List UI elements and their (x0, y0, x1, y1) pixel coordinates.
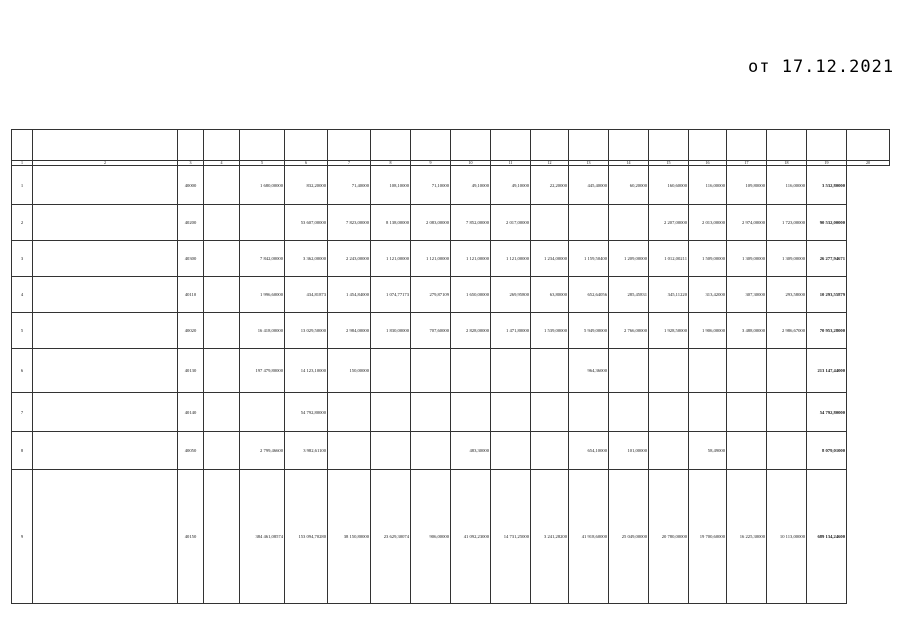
code-cell: 40130 (178, 349, 204, 393)
amount-cell: 49,10000 (451, 166, 491, 205)
amount-cell: 1 209,00000 (609, 241, 649, 277)
amount-cell: 153 094,70280 (285, 470, 328, 604)
amount-cell: 1 539,00000 (531, 313, 569, 349)
total-cell: 10 293,55879 (807, 277, 847, 313)
appendix-line (703, 79, 883, 86)
amount-cell (767, 432, 807, 470)
amount-cell: 3 362,00000 (285, 241, 328, 277)
column-header (451, 130, 491, 161)
table-row (12, 432, 890, 470)
amount-cell (727, 349, 767, 393)
code-cell: 40110 (178, 277, 204, 313)
amount-cell: 1 159,50400 (569, 241, 609, 277)
amount-cell (531, 349, 569, 393)
amount-cell (411, 393, 451, 432)
amount-cell: 108,10000 (371, 166, 411, 205)
row-number: 5 (12, 313, 33, 349)
subsidy-name (33, 277, 178, 313)
amount-cell (689, 393, 727, 432)
amount-cell (727, 432, 767, 470)
amount-cell: 1 121,00000 (411, 241, 451, 277)
amount-cell (649, 349, 689, 393)
code-cell: 40020 (178, 313, 204, 349)
ministry-cell (204, 205, 240, 241)
total-cell: 689 134,24600 (807, 470, 847, 604)
subsidy-name (33, 166, 178, 205)
amount-cell (531, 432, 569, 470)
table-header-row (12, 130, 890, 161)
amount-cell: 1 996,60000 (240, 277, 285, 313)
column-header (767, 130, 807, 161)
original-appendix-header (703, 72, 883, 114)
amount-cell (609, 205, 649, 241)
amount-cell: 293,58000 (767, 277, 807, 313)
amount-cell: 1 309,00000 (767, 241, 807, 277)
amount-cell: 1 650,00000 (451, 277, 491, 313)
column-number: 6 (285, 161, 328, 166)
amount-cell: 313,42000 (689, 277, 727, 313)
amount-cell: 1 121,00000 (491, 241, 531, 277)
amount-cell: 71,10000 (411, 166, 451, 205)
total-cell: 26 277,94671 (807, 241, 847, 277)
amount-cell (609, 349, 649, 393)
column-header (371, 130, 411, 161)
column-number: 4 (204, 161, 240, 166)
ministry-cell (204, 393, 240, 432)
amount-cell: 2 799,46600 (240, 432, 285, 470)
column-number: 14 (609, 161, 649, 166)
amount-cell: 53 607,00000 (285, 205, 328, 241)
amount-cell: 16 418,00000 (240, 313, 285, 349)
amount-cell: 1 723,00000 (767, 205, 807, 241)
amount-cell (689, 349, 727, 393)
amount-cell: 483,30000 (451, 432, 491, 470)
subsidy-name (33, 470, 178, 604)
ministry-cell (204, 349, 240, 393)
amount-cell (767, 393, 807, 432)
date-stamp: от 17.12.2021 (748, 57, 895, 77)
amount-cell: 2 984,00000 (328, 313, 371, 349)
amount-cell: 3 241,28200 (531, 470, 569, 604)
column-number: 3 (178, 161, 204, 166)
amount-cell (491, 349, 531, 393)
amount-cell (371, 432, 411, 470)
table-row (12, 393, 890, 432)
amount-cell (491, 393, 531, 432)
amount-cell (411, 349, 451, 393)
amount-cell: 707,60000 (411, 313, 451, 349)
code-cell: 40140 (178, 393, 204, 432)
table-row (12, 241, 890, 277)
amount-cell: 109,80000 (727, 166, 767, 205)
amount-cell: 1 471,80000 (491, 313, 531, 349)
amount-cell: 49,10000 (491, 166, 531, 205)
amount-cell: 41 092,23000 (451, 470, 491, 604)
total-cell: 54 792,80000 (807, 393, 847, 432)
amount-cell: 71,40000 (328, 166, 371, 205)
appendix-line (703, 38, 883, 45)
amount-cell: 1 012,00211 (649, 241, 689, 277)
column-number: 18 (767, 161, 807, 166)
column-number: 19 (807, 161, 847, 166)
amount-cell: 160,60000 (649, 166, 689, 205)
total-cell: 70 953,28000 (807, 313, 847, 349)
amount-cell: 906,00000 (411, 470, 451, 604)
amount-cell: 2 974,00000 (727, 205, 767, 241)
table-row (12, 205, 890, 241)
amount-cell: 652,64056 (569, 277, 609, 313)
amount-cell: 2 828,00000 (451, 313, 491, 349)
amount-cell: 7 842,00000 (240, 241, 285, 277)
amount-cell: 7 823,00000 (328, 205, 371, 241)
subsidy-table (11, 129, 890, 604)
amount-cell (569, 393, 609, 432)
appendix-line (703, 100, 883, 107)
amount-cell (491, 432, 531, 470)
amount-cell: 1 074,77173 (371, 277, 411, 313)
column-number: 13 (569, 161, 609, 166)
amount-cell: 2 017,00000 (491, 205, 531, 241)
amount-cell (451, 349, 491, 393)
amount-cell: 3 982,61100 (285, 432, 328, 470)
table-row (12, 166, 890, 205)
column-number: 5 (240, 161, 285, 166)
amount-cell (371, 349, 411, 393)
amount-cell: 2 207,00000 (649, 205, 689, 241)
appendix-header (703, 10, 883, 45)
ministry-cell (204, 277, 240, 313)
column-number: 9 (411, 161, 451, 166)
column-header (689, 130, 727, 161)
amount-cell (767, 349, 807, 393)
amount-cell (649, 432, 689, 470)
column-header (609, 130, 649, 161)
table-row (12, 313, 890, 349)
row-number: 4 (12, 277, 33, 313)
appendix-line (703, 17, 883, 24)
subsidy-name (33, 349, 178, 393)
amount-cell: 150,00000 (328, 349, 371, 393)
column-header (727, 130, 767, 161)
amount-cell: 14 731,25000 (491, 470, 531, 604)
amount-cell: 1 121,00000 (451, 241, 491, 277)
amount-cell: 1 309,00000 (727, 241, 767, 277)
amount-cell: 8 138,00000 (371, 205, 411, 241)
appendix-line (703, 10, 883, 17)
column-header (240, 130, 285, 161)
column-header (491, 130, 531, 161)
amount-cell: 2 013,00000 (689, 205, 727, 241)
amount-cell: 41 918,60000 (569, 470, 609, 604)
amount-cell (371, 393, 411, 432)
amount-cell: 1 680,00000 (240, 166, 285, 205)
column-number: 12 (531, 161, 569, 166)
ministry-cell (204, 313, 240, 349)
subsidy-name (33, 432, 178, 470)
amount-cell: 1 906,00000 (689, 313, 727, 349)
amount-cell: 1 234,00000 (531, 241, 569, 277)
amount-cell (531, 393, 569, 432)
amount-cell: 964,36000 (569, 349, 609, 393)
column-header (12, 130, 33, 161)
amount-cell (240, 205, 285, 241)
amount-cell: 832,20000 (285, 166, 328, 205)
ministry-cell (204, 241, 240, 277)
amount-cell: 10 113,00000 (767, 470, 807, 604)
amount-cell (240, 393, 285, 432)
table-row (12, 470, 890, 604)
amount-cell: 13 029,50000 (285, 313, 328, 349)
amount-cell: 197 479,80000 (240, 349, 285, 393)
subsidy-name (33, 241, 178, 277)
amount-cell: 445,40000 (569, 166, 609, 205)
amount-cell (328, 393, 371, 432)
appendix-line (703, 93, 883, 100)
amount-cell: 60,20000 (609, 166, 649, 205)
amount-cell: 307,30000 (727, 277, 767, 313)
appendix-line (703, 24, 883, 31)
amount-cell: 25 049,00000 (609, 470, 649, 604)
amount-cell: 63,80000 (531, 277, 569, 313)
amount-cell: 285,45831 (609, 277, 649, 313)
amount-cell: 1 454,84000 (328, 277, 371, 313)
appendix-line (703, 86, 883, 93)
appendix-line (703, 31, 883, 38)
column-header (328, 130, 371, 161)
column-header (178, 130, 204, 161)
amount-cell: 1 121,00000 (371, 241, 411, 277)
amount-cell (328, 432, 371, 470)
amount-cell: 345,11220 (649, 277, 689, 313)
column-header (847, 130, 890, 161)
column-number: 7 (328, 161, 371, 166)
table-row (12, 277, 890, 313)
column-header (204, 130, 240, 161)
appendix-line (703, 72, 883, 79)
total-cell: 8 079,01000 (807, 432, 847, 470)
subsidy-name (33, 205, 178, 241)
column-header (807, 130, 847, 161)
amount-cell (609, 393, 649, 432)
row-number: 8 (12, 432, 33, 470)
column-number: 17 (727, 161, 767, 166)
code-cell: 40000 (178, 166, 204, 205)
subsidy-name (33, 393, 178, 432)
column-header (33, 130, 178, 161)
column-header (285, 130, 328, 161)
ministry-cell (204, 470, 240, 604)
amount-cell: 5 949,00000 (569, 313, 609, 349)
row-number: 7 (12, 393, 33, 432)
amount-cell: 54 792,80000 (285, 393, 328, 432)
column-number: 16 (689, 161, 727, 166)
total-cell: 3 532,80000 (807, 166, 847, 205)
code-cell: 40150 (178, 470, 204, 604)
code-cell: 40200 (178, 205, 204, 241)
row-number: 9 (12, 470, 33, 604)
amount-cell (727, 393, 767, 432)
amount-cell: 2 243,00000 (328, 241, 371, 277)
amount-cell (451, 393, 491, 432)
amount-cell: 279,87109 (411, 277, 451, 313)
appendix-line (703, 107, 883, 114)
amount-cell (569, 205, 609, 241)
subsidy-name (33, 313, 178, 349)
amount-cell (411, 432, 451, 470)
column-number: 10 (451, 161, 491, 166)
column-header (649, 130, 689, 161)
amount-cell: 7 852,00000 (451, 205, 491, 241)
ministry-cell (204, 432, 240, 470)
amount-cell: 58,49000 (689, 432, 727, 470)
amount-cell: 16 225,30000 (727, 470, 767, 604)
column-number: 20 (847, 161, 890, 166)
amount-cell: 14 123,10000 (285, 349, 328, 393)
code-cell: 40050 (178, 432, 204, 470)
amount-cell: 22,20000 (531, 166, 569, 205)
column-number: 1 (12, 161, 33, 166)
amount-cell: 116,00000 (689, 166, 727, 205)
amount-cell: 654,10000 (569, 432, 609, 470)
column-number: 2 (33, 161, 178, 166)
table-body (12, 166, 890, 604)
amount-cell: 2 083,00000 (411, 205, 451, 241)
code-cell: 40300 (178, 241, 204, 277)
total-cell: 213 147,44000 (807, 349, 847, 393)
amount-cell: 1 928,50000 (649, 313, 689, 349)
column-number: 11 (491, 161, 531, 166)
amount-cell: 2 766,00000 (609, 313, 649, 349)
amount-cell: 101,00000 (609, 432, 649, 470)
amount-cell (649, 393, 689, 432)
amount-cell: 23 629,30074 (371, 470, 411, 604)
amount-cell: 19 700,60000 (689, 470, 727, 604)
column-number: 15 (649, 161, 689, 166)
column-header (411, 130, 451, 161)
column-header (531, 130, 569, 161)
amount-cell: 384 461,08574 (240, 470, 285, 604)
total-cell: 90 532,00000 (807, 205, 847, 241)
amount-cell: 20 780,00000 (649, 470, 689, 604)
amount-cell: 1 830,00000 (371, 313, 411, 349)
column-number: 8 (371, 161, 411, 166)
amount-cell: 269,95800 (491, 277, 531, 313)
amount-cell: 1 509,00000 (689, 241, 727, 277)
row-number: 6 (12, 349, 33, 393)
amount-cell (531, 205, 569, 241)
table-row (12, 349, 890, 393)
row-number: 3 (12, 241, 33, 277)
amount-cell: 116,00000 (767, 166, 807, 205)
amount-cell: 434,81873 (285, 277, 328, 313)
column-header (569, 130, 609, 161)
amount-cell: 2 986,67000 (767, 313, 807, 349)
ministry-cell (204, 166, 240, 205)
amount-cell: 3 488,00000 (727, 313, 767, 349)
row-number: 1 (12, 166, 33, 205)
amount-cell: 38 150,80000 (328, 470, 371, 604)
row-number: 2 (12, 205, 33, 241)
